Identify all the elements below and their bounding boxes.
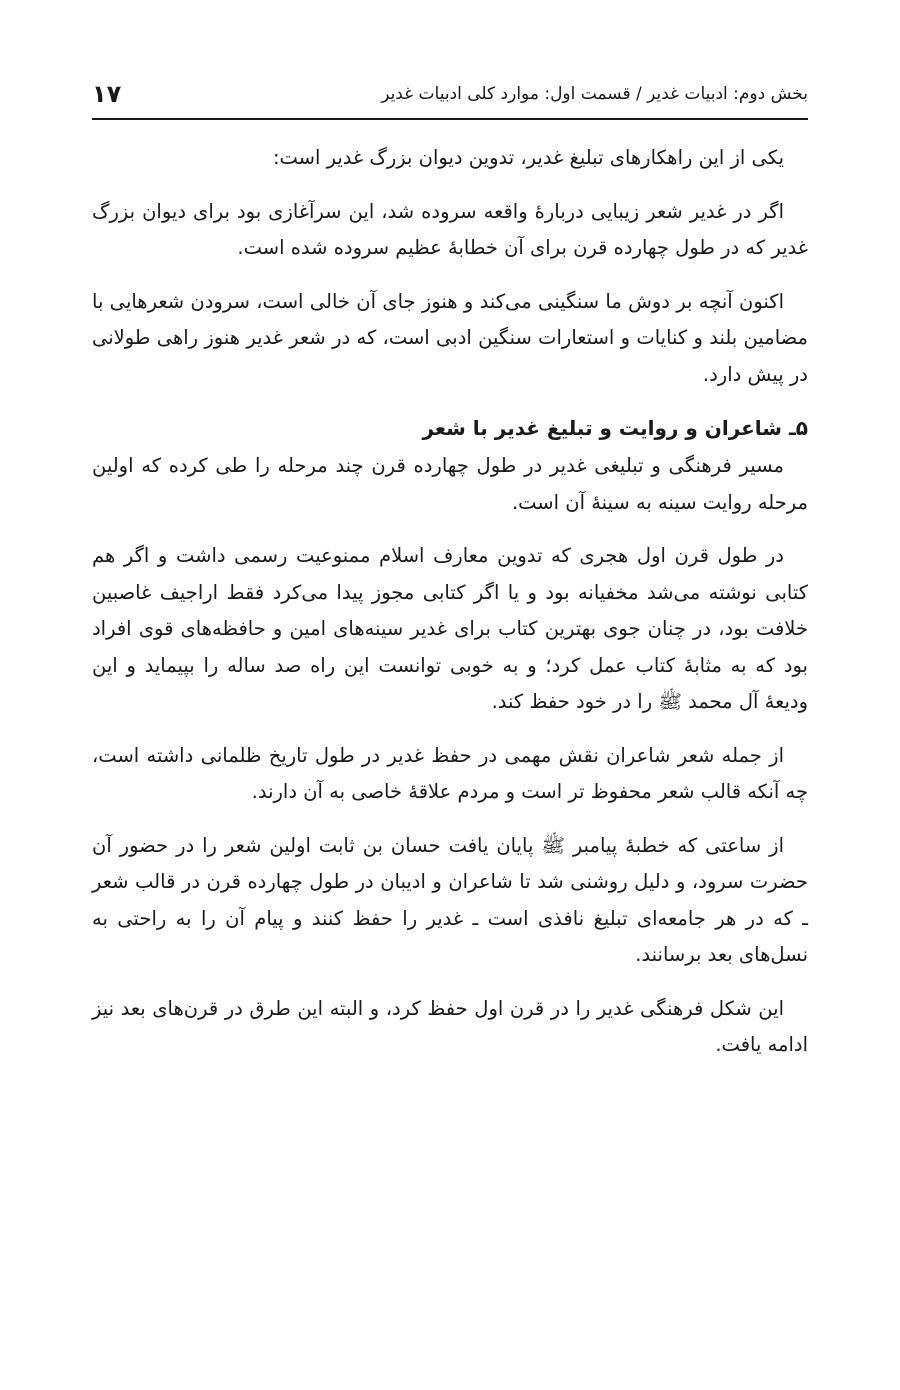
header-divider [92, 118, 808, 120]
paragraph: اکنون آنچه بر دوش ما سنگینی می‌کند و هنوز جای آن خالی است، سرودن شعرهایی با مضامین بلند و کنایات و استعارات سنگین ادبی است، که در شعر غدیر هنوز راهی طولانی در پیش دارد. [92, 289, 808, 386]
paragraph: از ساعتی که خطبهٔ پیامبر ﷺ پایان یافت حسان بن ثابت اولین شعر را در حضور آن حضرت سرود، و دلیل روشنی شد تا شاعران و ادیبان در طول چهارده قرن در قالب شعر ـ که در هر جامعه‌ای تبلیغ نافذی است ـ غدیر را حفظ کنند و پیام آن را به راحتی به نسل‌های بعد برسانند. [92, 833, 808, 966]
page-body [92, 140, 808, 1081]
paragraph: در طول قرن اول هجری که تدوین معارف اسلام ممنوعیت رسمی داشت و اگر هم کتابی نوشته می‌شد مخفیانه بود و یا اگر کتابی مجوز پیدا می‌کرد فقط اراجیف غاصبین خلافت بود، در چنان جوی بهترین کتاب برای غدیر سینه‌های امین و حافظه‌های قوی افراد بود که به مثابهٔ کتاب عمل کرد؛ و به خوبی توانست این راه صد ساله را بپیماید و این ودیعهٔ آل محمد ﷺ را در خود حفظ کند. [92, 544, 808, 713]
paragraph: از جمله شعر شاعران نقش مهمی در حفظ غدیر در طول تاریخ ظلمانی داشته است، چه آنکه قالب شعر محفوظ تر است و مردم علاقهٔ خاصی به آن دارند. [92, 743, 808, 803]
page-header [92, 72, 808, 116]
paragraph: مسیر فرهنگی و تبلیغی غدیر در طول چهارده قرن چند مرحله را طی کرده که اولین مرحله روایت سینه به سینهٔ آن است. [92, 454, 808, 514]
running-title: بخش دوم: ادبیات غدیر / قسمت اول: موارد کلی ادبیات غدیر [381, 84, 808, 104]
section-heading: ۵ـ شاعران و روایت و تبلیغ غدیر با شعر [422, 416, 808, 440]
paragraph: این شکل فرهنگی غدیر را در قرن اول حفظ کرد، و البته این طرق در قرن‌های بعد نیز ادامه یافت. [92, 996, 808, 1056]
paragraph: اگر در غدیر شعر زیبایی دربارهٔ واقعه سروده شد، این سرآغازی بود برای دیوان بزرگ غدیر که در طول چهارده قرن برای آن خطابهٔ عظیم سروده شده است. [92, 199, 808, 259]
paragraph: یکی از این راهکارهای تبلیغ غدیر، تدوین دیوان بزرگ غدیر است: [272, 146, 784, 169]
book-page [92, 0, 808, 1390]
page-number: ۱۷ [92, 80, 122, 108]
